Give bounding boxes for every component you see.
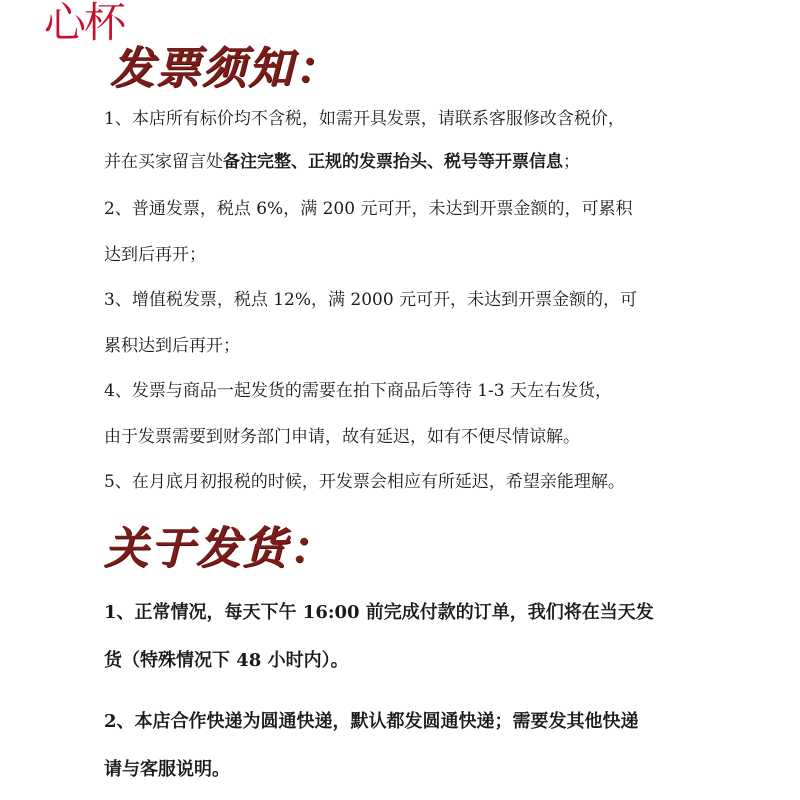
invoice-line-6: 累积达到后再开；: [104, 336, 240, 356]
shipping-line-2: 货（特殊情况下 48 小时内）。: [104, 650, 349, 671]
invoice-line-9: 5、在月底月初报税的时候，开发票会相应有所延迟，希望亲能理解。: [104, 472, 625, 492]
invoice-line-1: 1、本店所有标价均不含税，如需开具发票，请联系客服修改含税价，: [104, 109, 625, 129]
invoice-line-2-suffix: ；: [563, 152, 580, 172]
invoice-line-2: [104, 147, 724, 172]
invoice-line-2-emphasis: 备注完整、正规的发票抬头、税号等开票信息: [223, 152, 563, 172]
watermark-text: 心杯: [44, 0, 125, 47]
shipping-line-1: 1、正常情况，每天下午 16:00 前完成付款的订单，我们将在当天发: [104, 602, 654, 623]
invoice-line-2-prefix: 并在买家留言处: [104, 152, 223, 172]
shipping-line-4: 请与客服说明。: [104, 759, 230, 780]
invoice-line-7: 4、发票与商品一起发货的需要在拍下商品后等待 1-3 天左右发货，: [104, 381, 612, 401]
invoice-line-3: 2、普通发票，税点 6%，满 200 元可开，未达到开票金额的，可累积: [104, 199, 633, 219]
invoice-notice-heading: 发票须知：: [110, 43, 340, 94]
shipping-heading: 关于发货：: [104, 523, 334, 574]
invoice-line-8: 由于发票需要到财务部门申请，故有延迟，如有不便尽情谅解。: [104, 427, 580, 447]
invoice-line-5: 3、增值税发票，税点 12%，满 2000 元可开，未达到开票金额的，可: [104, 290, 638, 310]
invoice-line-4: 达到后再开；: [104, 245, 206, 265]
shipping-line-3: 2、本店合作快递为圆通快递，默认都发圆通快递；需要发其他快递: [104, 711, 639, 732]
